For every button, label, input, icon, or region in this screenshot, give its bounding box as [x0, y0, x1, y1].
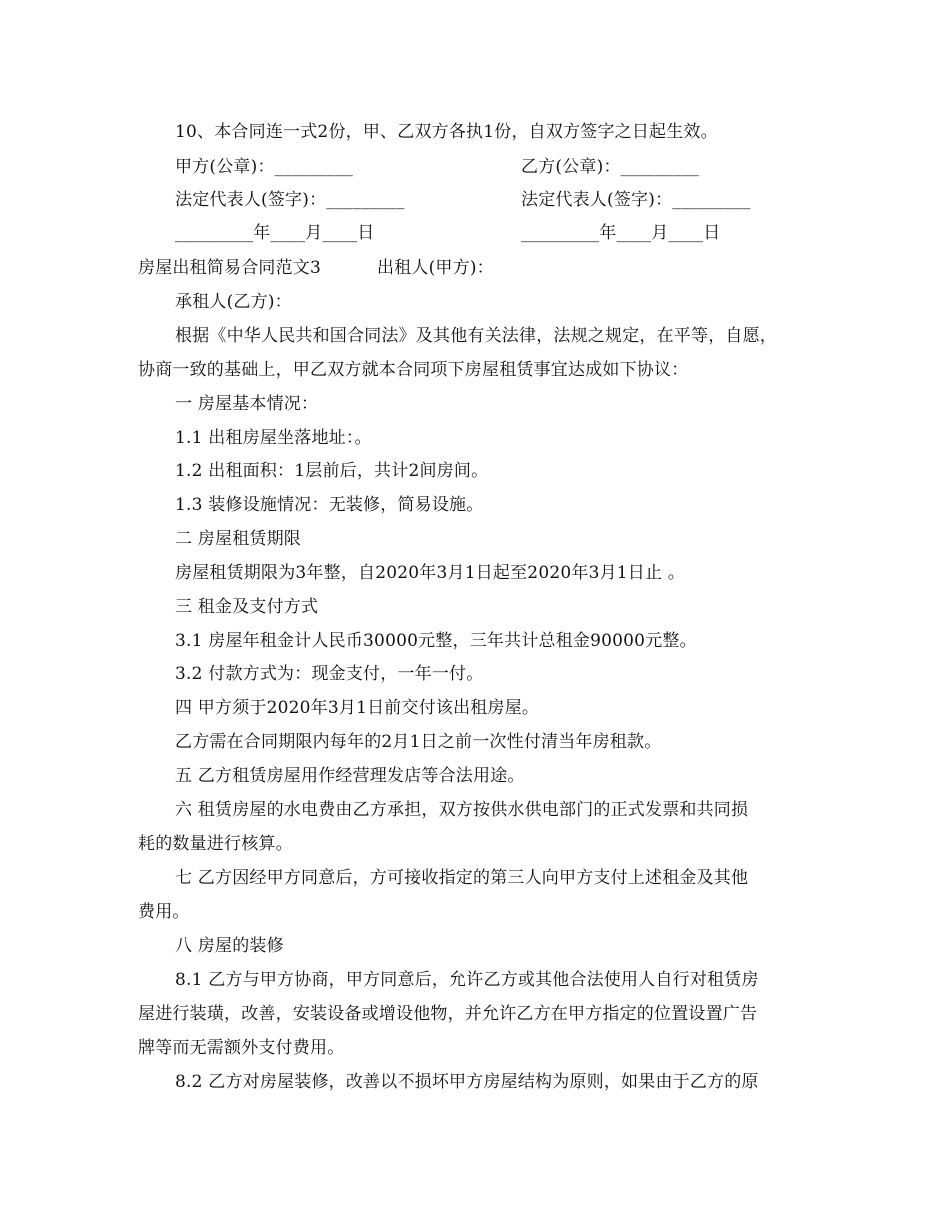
section-3-1: 3.1 房屋年租金计人民币30000元整，三年共计总租金90000元整。	[175, 631, 697, 651]
section-7-line-2: 费用。	[138, 902, 190, 922]
section-1-2: 1.2 出租面积：1层前后，共计2间房间。	[175, 461, 489, 481]
section-8-1-line-2: 屋进行装璜，改善，安装设备或增设他物，并允许乙方在甲方指定的位置设置广告	[138, 1004, 758, 1024]
lessee-line: 承租人(乙方)：	[175, 292, 292, 312]
section-1-1: 1.1 出租房屋坐落地址：。	[175, 428, 372, 448]
preamble-line-1: 根据《中华人民共和国合同法》及其他有关法律，法规之规定，在平等，自愿，	[175, 326, 777, 346]
party-a-date: _________年____月____日	[175, 223, 375, 243]
party-b-seal: 乙方(公章)：_________	[521, 157, 699, 177]
sample-title: 房屋出租简易合同范文3	[138, 258, 322, 278]
section-8-1-line-1: 8.1 乙方与甲方协商，甲方同意后，允许乙方或其他合法使用人自行对租赁房	[175, 970, 759, 990]
section-1-title: 一 房屋基本情况：	[175, 394, 319, 414]
party-a-representative: 法定代表人(签字)：_________	[175, 190, 405, 210]
section-8-2-line-1: 8.2 乙方对房屋装修，改善以不损坏甲方房屋结构为原则，如果由于乙方的原	[175, 1072, 759, 1092]
lessor-line: 出租人(甲方)：	[377, 258, 494, 278]
section-3-2: 3.2 付款方式为：现金支付，一年一付。	[175, 664, 484, 684]
section-4-b: 乙方需在合同期限内每年的2月1日之前一次性付清当年房租款。	[175, 732, 662, 752]
section-6-line-1: 六 租赁房屋的水电费由乙方承担，双方按供水供电部门的正式发票和共同损	[175, 800, 749, 820]
section-5: 五 乙方租赁房屋用作经营理发店等合法用途。	[175, 766, 525, 786]
section-8-title: 八 房屋的装修	[175, 936, 284, 956]
section-6-line-2: 耗的数量进行核算。	[138, 834, 293, 854]
section-2-title: 二 房屋租赁期限	[175, 529, 302, 549]
section-7-line-1: 七 乙方因经甲方同意后，方可接收指定的第三人向甲方支付上述租金及其他	[175, 868, 749, 888]
section-2-body: 房屋租赁期限为3年整，自2020年3月1日起至2020年3月1日止 。	[175, 563, 686, 583]
party-b-representative: 法定代表人(签字)：_________	[521, 190, 751, 210]
clause-10: 10、本合同连一式2份，甲、乙双方各执1份，自双方签字之日起生效。	[175, 122, 718, 142]
section-1-3: 1.3 装修设施情况：无装修，简易设施。	[175, 495, 484, 515]
section-4: 四 甲方须于2020年3月1日前交付该出租房屋。	[175, 698, 540, 718]
party-a-seal: 甲方(公章)：_________	[175, 157, 353, 177]
section-3-title: 三 租金及支付方式	[175, 597, 319, 617]
preamble-line-2: 协商一致的基础上，甲乙双方就本合同项下房屋租赁事宜达成如下协议：	[138, 360, 689, 380]
party-b-date: _________年____月____日	[521, 223, 721, 243]
section-8-1-line-3: 牌等而无需额外支付费用。	[138, 1038, 345, 1058]
